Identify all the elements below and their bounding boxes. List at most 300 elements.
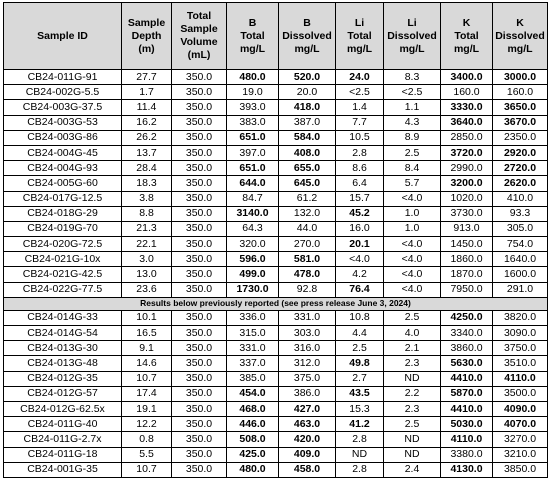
column-header-line: B (248, 16, 257, 29)
value-cell: 92.8 (279, 282, 336, 297)
value-cell: 8.4 (384, 161, 441, 176)
value-cell: 3.8 (122, 191, 172, 206)
value-cell: 331.0 (279, 310, 336, 325)
column-header-line: Dissolved (495, 29, 545, 42)
value-cell: 3270.0 (493, 432, 548, 447)
table-row (4, 206, 548, 221)
value-cell: 386.0 (279, 386, 336, 401)
value-cell: 5870.0 (441, 386, 493, 401)
sample-id-cell: CB24-013G-30 (4, 341, 122, 356)
value-cell: 3200.0 (441, 176, 493, 191)
sample-id-cell: CB24-002G-5.5 (4, 85, 122, 100)
value-cell: 1450.0 (441, 237, 493, 252)
value-cell: 7.7 (336, 115, 384, 130)
table-row (4, 221, 548, 236)
value-cell: 3820.0 (493, 310, 548, 325)
value-cell: 2850.0 (441, 130, 493, 145)
value-cell: 17.4 (122, 386, 172, 401)
value-cell: 375.0 (279, 371, 336, 386)
value-cell: 23.6 (122, 282, 172, 297)
column-header-line: Total (186, 10, 212, 22)
value-cell: 446.0 (227, 417, 279, 432)
value-cell: 425.0 (227, 447, 279, 462)
value-cell: 3.0 (122, 252, 172, 267)
value-cell: 15.3 (336, 401, 384, 416)
value-cell: 2.4 (384, 462, 441, 477)
value-cell: 27.7 (122, 70, 172, 85)
value-cell: 19.0 (227, 85, 279, 100)
sample-id-cell: CB24-014G-33 (4, 310, 122, 325)
value-cell: 4110.0 (441, 432, 493, 447)
value-cell: 427.0 (279, 401, 336, 416)
table-row (4, 70, 548, 85)
value-cell: 4.2 (336, 267, 384, 282)
value-cell: 3730.0 (441, 206, 493, 221)
value-cell: 350.0 (172, 85, 227, 100)
table-row (4, 161, 548, 176)
table-row (4, 100, 548, 115)
sample-id-cell: CB24-004G-45 (4, 145, 122, 160)
value-cell: 1.0 (384, 206, 441, 221)
value-cell: 2350.0 (493, 130, 548, 145)
value-cell: 397.0 (227, 145, 279, 160)
value-cell: 18.3 (122, 176, 172, 191)
column-header-line: mg/L (399, 42, 425, 55)
value-cell: 4130.0 (441, 462, 493, 477)
value-cell: 93.3 (493, 206, 548, 221)
sample-id-cell: CB24-022G-77.5 (4, 282, 122, 297)
value-cell: 15.7 (336, 191, 384, 206)
table-body (4, 70, 548, 478)
value-cell: 350.0 (172, 267, 227, 282)
column-header-line: mg/L (294, 42, 320, 55)
value-cell: 305.0 (493, 221, 548, 236)
value-cell: 10.5 (336, 130, 384, 145)
value-cell: 350.0 (172, 326, 227, 341)
value-cell: 480.0 (227, 70, 279, 85)
value-cell: 913.0 (441, 221, 493, 236)
value-cell: 16.5 (122, 326, 172, 341)
value-cell: 418.0 (279, 100, 336, 115)
value-cell: 2.3 (384, 401, 441, 416)
value-cell: 4110.0 (493, 371, 548, 386)
value-cell: 4410.0 (441, 371, 493, 386)
value-cell: <2.5 (384, 85, 441, 100)
value-cell: 350.0 (172, 386, 227, 401)
value-cell: 132.0 (279, 206, 336, 221)
table-row (4, 401, 548, 416)
table-row (4, 356, 548, 371)
value-cell: 350.0 (172, 237, 227, 252)
value-cell: <4.0 (384, 191, 441, 206)
value-cell: 28.4 (122, 161, 172, 176)
value-cell: 4410.0 (441, 401, 493, 416)
table-row (4, 386, 548, 401)
value-cell: <4.0 (384, 252, 441, 267)
table-row (4, 447, 548, 462)
value-cell: 2990.0 (441, 161, 493, 176)
value-cell: 754.0 (493, 237, 548, 252)
column-header-line: Li (407, 16, 417, 29)
column-header (279, 3, 336, 70)
value-cell: 3510.0 (493, 356, 548, 371)
value-cell: <4.0 (336, 252, 384, 267)
value-cell: 316.0 (279, 341, 336, 356)
table-row (4, 85, 548, 100)
column-header-line: mg/L (239, 42, 266, 55)
value-cell: ND (336, 447, 384, 462)
value-cell: 315.0 (227, 326, 279, 341)
table-row (4, 462, 548, 477)
value-cell: 2.8 (336, 462, 384, 477)
table-row (4, 326, 548, 341)
value-cell: 350.0 (172, 356, 227, 371)
value-cell: 12.2 (122, 417, 172, 432)
sample-id-cell: CB24-003G-53 (4, 115, 122, 130)
value-cell: 3340.0 (441, 326, 493, 341)
value-cell: 350.0 (172, 206, 227, 221)
value-cell: 5030.0 (441, 417, 493, 432)
value-cell: 350.0 (172, 161, 227, 176)
value-cell: 336.0 (227, 310, 279, 325)
sample-id-cell: CB24-005G-60 (4, 176, 122, 191)
value-cell: 13.7 (122, 145, 172, 160)
value-cell: 24.0 (336, 70, 384, 85)
value-cell: 644.0 (227, 176, 279, 191)
sample-id-cell: CB24-003G-86 (4, 130, 122, 145)
value-cell: 5.5 (122, 447, 172, 462)
value-cell: 350.0 (172, 447, 227, 462)
column-header-line: Volume (180, 36, 218, 48)
column-header-line: Depth (131, 29, 162, 42)
value-cell: 61.2 (279, 191, 336, 206)
value-cell: 480.0 (227, 462, 279, 477)
value-cell: 2.8 (336, 432, 384, 447)
table-row (4, 310, 548, 325)
value-cell: 14.6 (122, 356, 172, 371)
value-cell: 84.7 (227, 191, 279, 206)
value-cell: 350.0 (172, 221, 227, 236)
value-cell: 337.0 (227, 356, 279, 371)
value-cell: 409.0 (279, 447, 336, 462)
column-header-line: Dissolved (387, 29, 437, 42)
value-cell: 3000.0 (493, 70, 548, 85)
value-cell: 21.3 (122, 221, 172, 236)
column-header (493, 3, 548, 70)
value-cell: 1860.0 (441, 252, 493, 267)
sample-id-cell: CB24-012G-57 (4, 386, 122, 401)
column-header-line: Dissolved (282, 29, 332, 42)
column-header (384, 3, 441, 70)
sample-id-cell: CB24-017G-12.5 (4, 191, 122, 206)
column-header-line: K (462, 16, 471, 29)
column-header-line: Li (354, 16, 365, 29)
column-header-line: Total (454, 29, 479, 42)
value-cell: 350.0 (172, 282, 227, 297)
sample-id-cell: CB24-003G-37.5 (4, 100, 122, 115)
value-cell: 655.0 (279, 161, 336, 176)
value-cell: <4.0 (384, 237, 441, 252)
value-cell: 2720.0 (493, 161, 548, 176)
value-cell: ND (384, 447, 441, 462)
value-cell: 350.0 (172, 462, 227, 477)
value-cell: 6.4 (336, 176, 384, 191)
value-cell: 3140.0 (227, 206, 279, 221)
sample-id-cell: CB24-021G-42.5 (4, 267, 122, 282)
value-cell: 350.0 (172, 100, 227, 115)
value-cell: 19.1 (122, 401, 172, 416)
table-row (4, 252, 548, 267)
value-cell: 350.0 (172, 371, 227, 386)
column-header (172, 3, 227, 70)
value-cell: 350.0 (172, 191, 227, 206)
value-cell: 350.0 (172, 70, 227, 85)
sample-id-cell: CB24-012G-62.5x (4, 401, 122, 416)
value-cell: 45.2 (336, 206, 384, 221)
column-header-line: (mL) (187, 49, 211, 61)
column-header-line: (m) (138, 42, 155, 55)
value-cell: 2.1 (384, 341, 441, 356)
value-cell: 408.0 (279, 145, 336, 160)
value-cell: 3330.0 (441, 100, 493, 115)
value-cell: 508.0 (227, 432, 279, 447)
table-row (4, 371, 548, 386)
value-cell: 2.5 (384, 145, 441, 160)
sample-id-cell: CB24-014G-54 (4, 326, 122, 341)
value-cell: 350.0 (172, 341, 227, 356)
value-cell: 350.0 (172, 401, 227, 416)
section-note-row (4, 297, 548, 310)
value-cell: 350.0 (172, 417, 227, 432)
column-header (122, 3, 172, 70)
value-cell: 320.0 (227, 237, 279, 252)
value-cell: 3750.0 (493, 341, 548, 356)
table-header (4, 3, 548, 70)
value-cell: 160.0 (441, 85, 493, 100)
column-header (4, 3, 122, 70)
value-cell: 645.0 (279, 176, 336, 191)
value-cell: 49.8 (336, 356, 384, 371)
header-row (4, 3, 548, 70)
value-cell: 41.2 (336, 417, 384, 432)
sample-id-cell: CB24-004G-93 (4, 161, 122, 176)
value-cell: 350.0 (172, 310, 227, 325)
value-cell: 303.0 (279, 326, 336, 341)
value-cell: 5630.0 (441, 356, 493, 371)
value-cell: 160.0 (493, 85, 548, 100)
column-header-line: Sample (127, 16, 166, 29)
table-row (4, 130, 548, 145)
value-cell: 596.0 (227, 252, 279, 267)
value-cell: 16.2 (122, 115, 172, 130)
column-header (336, 3, 384, 70)
sample-id-cell: CB24-011G-2.7x (4, 432, 122, 447)
sample-id-cell: CB24-020G-72.5 (4, 237, 122, 252)
sample-id-cell: CB24-021G-10x (4, 252, 122, 267)
value-cell: 10.7 (122, 371, 172, 386)
value-cell: 5.7 (384, 176, 441, 191)
value-cell: 3500.0 (493, 386, 548, 401)
sample-id-cell: CB24-011G-40 (4, 417, 122, 432)
value-cell: 8.9 (384, 130, 441, 145)
value-cell: 350.0 (172, 432, 227, 447)
value-cell: 270.0 (279, 237, 336, 252)
value-cell: 387.0 (279, 115, 336, 130)
value-cell: 2.8 (336, 145, 384, 160)
value-cell: <4.0 (384, 282, 441, 297)
value-cell: 4070.0 (493, 417, 548, 432)
value-cell: 1870.0 (441, 267, 493, 282)
column-header-line: mg/L (346, 42, 373, 55)
column-header-line: mg/L (453, 42, 480, 55)
value-cell: 16.0 (336, 221, 384, 236)
column-header-line: Sample ID (37, 29, 88, 42)
section-note: Results below previously reported (see press release June 3, 2024) (4, 297, 548, 310)
value-cell: 350.0 (172, 176, 227, 191)
value-cell: 2.5 (336, 341, 384, 356)
value-cell: 9.1 (122, 341, 172, 356)
table-row (4, 115, 548, 130)
value-cell: 13.0 (122, 267, 172, 282)
value-cell: 3090.0 (493, 326, 548, 341)
value-cell: 410.0 (493, 191, 548, 206)
value-cell: 350.0 (172, 115, 227, 130)
value-cell: 581.0 (279, 252, 336, 267)
value-cell: 3210.0 (493, 447, 548, 462)
value-cell: 3650.0 (493, 100, 548, 115)
value-cell: 651.0 (227, 161, 279, 176)
value-cell: 3720.0 (441, 145, 493, 160)
value-cell: 4250.0 (441, 310, 493, 325)
value-cell: 10.8 (336, 310, 384, 325)
table-row (4, 417, 548, 432)
sample-id-cell: CB24-011G-18 (4, 447, 122, 462)
value-cell: 584.0 (279, 130, 336, 145)
value-cell: 0.8 (122, 432, 172, 447)
column-header (227, 3, 279, 70)
value-cell: 8.3 (384, 70, 441, 85)
value-cell: 1.7 (122, 85, 172, 100)
value-cell: 1600.0 (493, 267, 548, 282)
value-cell: ND (384, 432, 441, 447)
value-cell: 350.0 (172, 130, 227, 145)
value-cell: 4.0 (384, 326, 441, 341)
value-cell: 350.0 (172, 252, 227, 267)
value-cell: 383.0 (227, 115, 279, 130)
value-cell: 1020.0 (441, 191, 493, 206)
value-cell: 8.6 (336, 161, 384, 176)
value-cell: 10.1 (122, 310, 172, 325)
value-cell: 393.0 (227, 100, 279, 115)
value-cell: 4.4 (336, 326, 384, 341)
value-cell: 2620.0 (493, 176, 548, 191)
value-cell: 331.0 (227, 341, 279, 356)
sample-id-cell: CB24-012G-35 (4, 371, 122, 386)
table-row (4, 341, 548, 356)
value-cell: <4.0 (384, 267, 441, 282)
value-cell: 520.0 (279, 70, 336, 85)
column-header-line: Total (240, 29, 265, 42)
table-row (4, 267, 548, 282)
value-cell: 2.5 (384, 417, 441, 432)
value-cell: 8.8 (122, 206, 172, 221)
value-cell: 312.0 (279, 356, 336, 371)
value-cell: 44.0 (279, 221, 336, 236)
table-row (4, 432, 548, 447)
value-cell: 2.3 (384, 356, 441, 371)
value-cell: 3850.0 (493, 462, 548, 477)
value-cell: 3860.0 (441, 341, 493, 356)
value-cell: 1.0 (384, 221, 441, 236)
value-cell: 499.0 (227, 267, 279, 282)
value-cell: 468.0 (227, 401, 279, 416)
value-cell: 478.0 (279, 267, 336, 282)
table-row (4, 191, 548, 206)
value-cell: 76.4 (336, 282, 384, 297)
value-cell: 350.0 (172, 145, 227, 160)
column-header-line: mg/L (507, 42, 533, 55)
value-cell: 43.5 (336, 386, 384, 401)
value-cell: 1.4 (336, 100, 384, 115)
sample-id-cell: CB24-019G-70 (4, 221, 122, 236)
value-cell: 291.0 (493, 282, 548, 297)
column-header-line: Total (347, 29, 372, 42)
value-cell: 26.2 (122, 130, 172, 145)
value-cell: 2.2 (384, 386, 441, 401)
value-cell: 385.0 (227, 371, 279, 386)
table-row (4, 282, 548, 297)
value-cell: 458.0 (279, 462, 336, 477)
value-cell: 1730.0 (227, 282, 279, 297)
value-cell: 3380.0 (441, 447, 493, 462)
value-cell: 7950.0 (441, 282, 493, 297)
value-cell: 22.1 (122, 237, 172, 252)
table-row (4, 145, 548, 160)
value-cell: 651.0 (227, 130, 279, 145)
column-header-line: K (516, 16, 524, 29)
value-cell: 1640.0 (493, 252, 548, 267)
value-cell: <2.5 (336, 85, 384, 100)
value-cell: 20.1 (336, 237, 384, 252)
value-cell: 454.0 (227, 386, 279, 401)
value-cell: 2.7 (336, 371, 384, 386)
value-cell: 4.3 (384, 115, 441, 130)
value-cell: 3640.0 (441, 115, 493, 130)
value-cell: 463.0 (279, 417, 336, 432)
sample-id-cell: CB24-013G-48 (4, 356, 122, 371)
table-row (4, 237, 548, 252)
value-cell: 4090.0 (493, 401, 548, 416)
value-cell: 64.3 (227, 221, 279, 236)
sample-id-cell: CB24-001G-35 (4, 462, 122, 477)
sample-id-cell: CB24-011G-91 (4, 70, 122, 85)
value-cell: 2.5 (384, 310, 441, 325)
value-cell: 20.0 (279, 85, 336, 100)
table-row (4, 176, 548, 191)
water-sample-assay-table (3, 2, 548, 478)
value-cell: 1.1 (384, 100, 441, 115)
value-cell: 3400.0 (441, 70, 493, 85)
value-cell: 10.7 (122, 462, 172, 477)
value-cell: 420.0 (279, 432, 336, 447)
column-header-line: Sample (180, 23, 218, 35)
column-header-line: B (303, 16, 311, 29)
value-cell: 11.4 (122, 100, 172, 115)
value-cell: ND (384, 371, 441, 386)
sample-id-cell: CB24-018G-29 (4, 206, 122, 221)
value-cell: 3670.0 (493, 115, 548, 130)
value-cell: 2920.0 (493, 145, 548, 160)
